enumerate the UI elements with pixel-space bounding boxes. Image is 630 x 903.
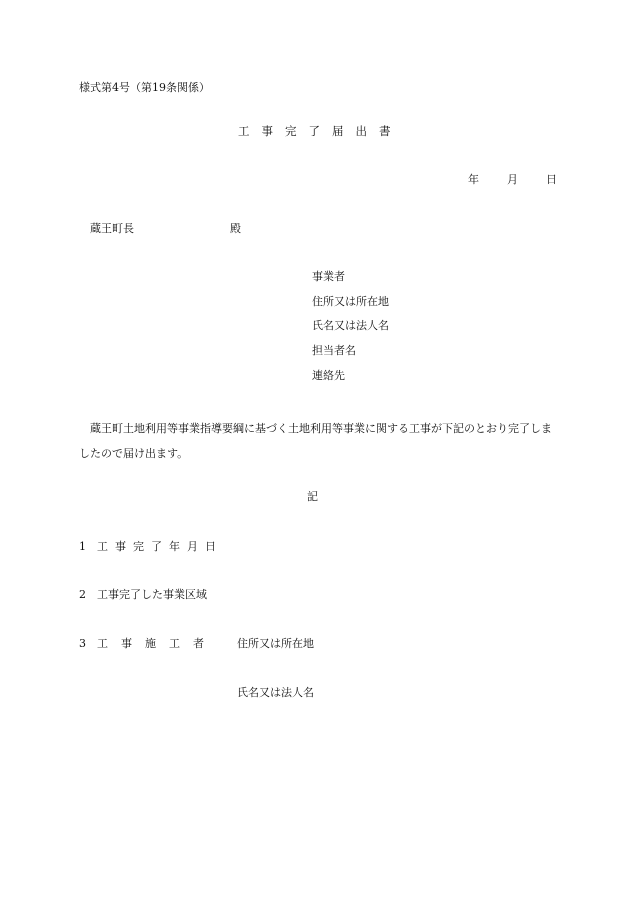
note-heading: 記 (307, 490, 318, 503)
applicant-address-label: 住所又は所在地 (312, 295, 389, 308)
applicant-contact-label: 連絡先 (312, 369, 345, 382)
applicant-name-label: 氏名又は法人名 (312, 319, 389, 332)
applicant-role: 事業者 (312, 270, 345, 283)
recipient-honorific: 殿 (230, 222, 241, 235)
recipient-name: 蔵王町長 (90, 222, 134, 235)
form-number: 様式第4号（第19条関係） (79, 81, 210, 94)
item-label-completion-date: 工事完了年月日 (97, 540, 223, 553)
item-number: 2 (79, 588, 86, 601)
date-year-label: 年 (468, 173, 479, 186)
date-month-label: 月 (507, 173, 518, 186)
applicant-contact-person-label: 担当者名 (312, 344, 356, 357)
item-label-project-area: 工事完了した事業区域 (97, 588, 207, 601)
item-number: 3 (79, 637, 86, 650)
date-line (440, 173, 557, 187)
contractor-address-label: 住所又は所在地 (237, 637, 314, 650)
item-number: 1 (79, 540, 86, 553)
contractor-name-label: 氏名又は法人名 (237, 686, 314, 699)
body-paragraph: 蔵王町土地利用等事業指導要綱に基づく土地利用等事業に関する工事が下記のとおり完了しましたので届け出ます。 (79, 422, 552, 460)
document-title: 工事完了届出書 (238, 124, 403, 138)
date-day-label: 日 (546, 173, 557, 186)
item-label-contractor: 工事施工者 (97, 637, 217, 650)
